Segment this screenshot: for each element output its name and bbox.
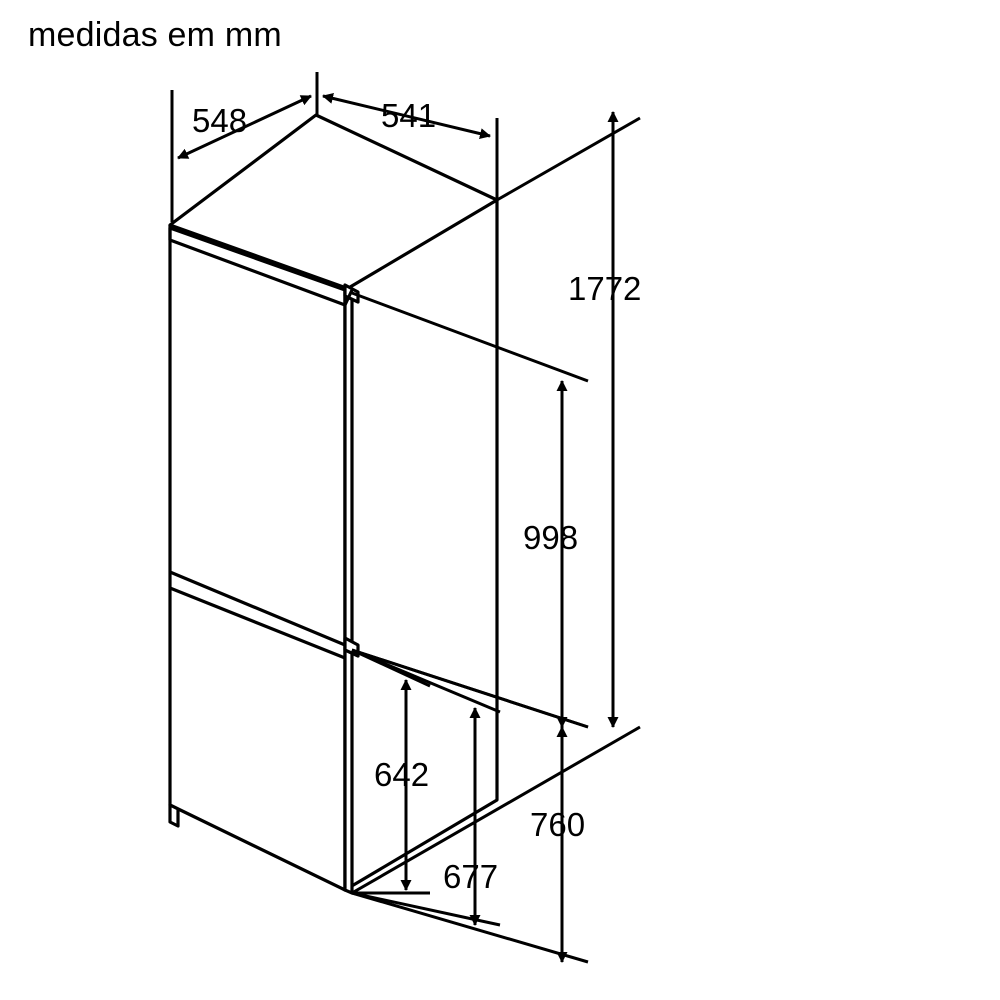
ext-line-677-bottom: [352, 893, 500, 925]
appliance-body: [170, 115, 497, 893]
front-face: [170, 228, 345, 890]
dimension-label-677: 677: [443, 858, 499, 895]
page-title: medidas em mm: [28, 16, 282, 54]
ext-line-760-bottom: [352, 893, 588, 962]
dimension-label-541: 541: [381, 97, 437, 134]
dimension-label-642: 642: [374, 756, 430, 793]
dimension-label-548: 548: [192, 102, 248, 139]
dimension-label-998: 998: [523, 519, 579, 556]
ext-line-1772-top: [497, 118, 640, 200]
door-edge-band: [345, 290, 352, 893]
dimension-label-760: 760: [530, 806, 586, 843]
bottom-foot: [170, 805, 178, 826]
dimension-label-1772: 1772: [568, 270, 642, 307]
